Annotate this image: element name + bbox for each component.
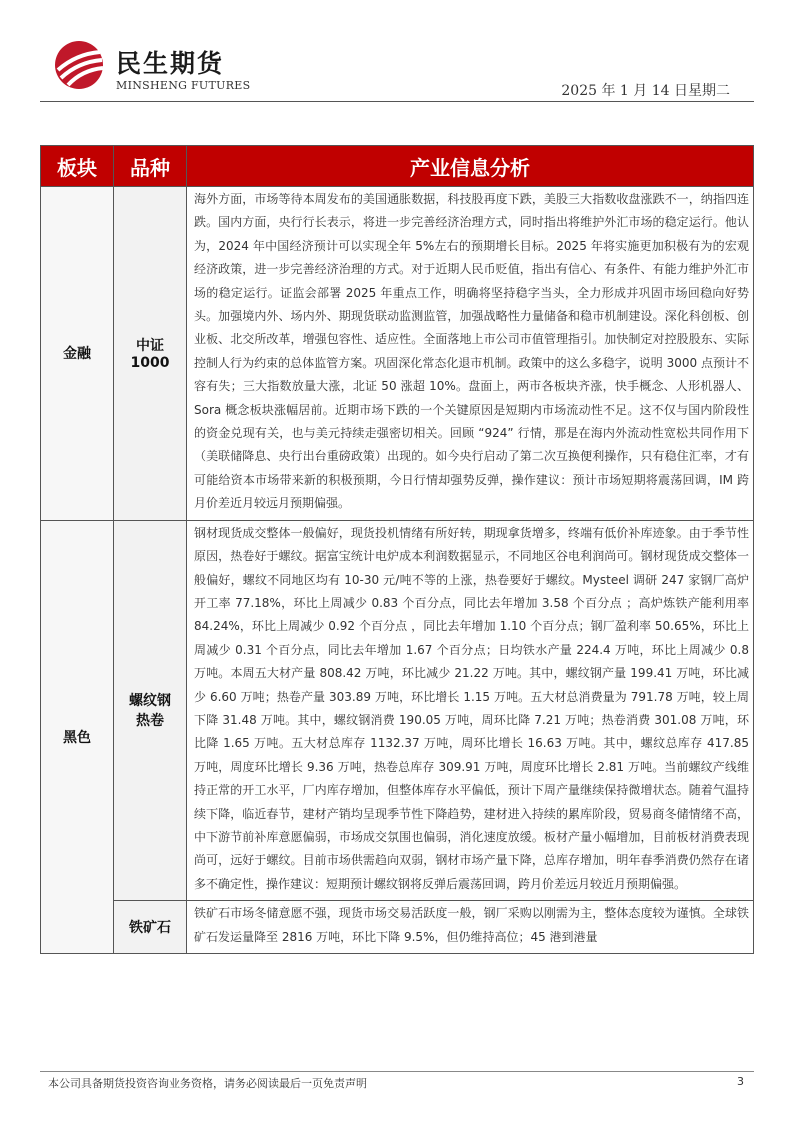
variety-cell: 中证 1000 xyxy=(114,187,187,521)
sector-cell: 金融 xyxy=(41,187,114,521)
table-row xyxy=(41,520,754,901)
brand-name-cn: 民生期货 xyxy=(116,49,225,78)
analysis-cell: 铁矿石市场冬储意愿不强，现货市场交易活跃度一般，钢厂采购以刚需为主，整体态度较为谨慎。全球铁矿石发运量降至 2816 万吨，环比下降 9.5%，但仍维持高位；45 港到港量 xyxy=(187,901,754,954)
industry-analysis-table xyxy=(40,145,754,954)
analysis-cell: 海外方面，市场等待本周发布的美国通胀数据，科技股再度下跌，美股三大指数收盘涨跌不一，纳指四连跌。国内方面，央行行长表示，将进一步完善经济治理方式，同时指出将维护外汇市场的稳定运行。他认为，2024 年中国经济预计可以实现全年 5%左右的预期增长目标。2025 年将实施更加积极有为的宏观经济政策，进一步完善经济治理的方式。对于近期人民币贬值，指出有信心、有条件、有能力维护外汇市场的稳定运行。证监会部署 2025 年重点工作，明确将坚持稳字当头，全力形成并巩固市场回稳向好势头。加强境内外、场内外、期现货联动监测监管，加强战略性力量储备和稳市机制建设。深化科创板、创业板、北交所改革，增强包容性、适应性。全面落地上市公司市值管理指引。加快制定对控股股东、实际控制人行为约束的总体监管方案。巩固深化常态化退市机制。政策中的这么多稳字，说明 3000 点预计不容有失；三大指数放量大涨，北证 50 涨超 10%。盘面上，两市各板块齐涨，快手概念、人形机器人、Sora 概念板块涨幅居前。近期市场下跌的一个关键原因是短期内市场流动性不足。这不仅与国内阶段性的资金兑现有关，也与美元持续走强密切相关。回顾 “924” 行情，那是在海内外流动性宽松共同作用下（美联储降息、央行出台重磅政策）出现的。如今央行启动了第二次互换便利操作，只有稳住汇率，才有可能给资本市场带来新的积极预期，今日行情却强势反弹，操作建议：预计市场短期将震荡回调，IM 跨月价差近月较远月预期偏强。 xyxy=(187,187,754,521)
footer-disclaimer: 本公司具备期货投资咨询业务资格，请务必阅读最后一页免责声明 xyxy=(48,1077,367,1090)
table-header-row xyxy=(41,146,754,187)
variety-cell: 螺纹钢 热卷 xyxy=(114,520,187,901)
sector-cell: 黑色 xyxy=(41,520,114,953)
report-date: 2025 年 1 月 14 日星期二 xyxy=(561,83,730,99)
brand-name-en: MINSHENG FUTURES xyxy=(116,79,251,92)
analysis-cell: 钢材现货成交整体一般偏好，现货投机情绪有所好转，期现拿货增多，终端有低价补库迹象。由于季节性原因，热卷好于螺纹。据富宝统计电炉成本利润数据显示，不同地区谷电利润尚可。钢材现货成交整体一般偏好，螺纹不同地区均有 10-30 元/吨不等的上涨，热卷要好于螺纹。Mysteel 调研 247 家钢厂高炉开工率 77.18%，环比上周减少 0.83 个百分点，同比去年增加 3.58 个百分点 ；高炉炼铁产能利用率 84.24%，环比上周减少 0.92 个百分点 ，同比去年增加 1.10 个百分点；钢厂盈利率 50.65%，环比上周减少 0.31 个百分点，同比去年增加 1.67 个百分点；日均铁水产量 224.4 万吨，环比上周减少 0.8 万吨。本周五大材产量 808.42 万吨，环比减少 21.22 万吨。其中，螺纹钢产量 199.41 万吨，环比减少 6.60 万吨；热卷产量 303.89 万吨，环比增长 1.15 万吨。五大材总消费量为 791.78 万吨，较上周下降 31.48 万吨。其中，螺纹钢消费 190.05 万吨，周环比降 7.21 万吨；热卷消费 301.08 万吨，环比降 1.65 万吨。五大材总库存 1132.37 万吨，周环比增长 16.63 万吨。其中，螺纹总库存 417.85 万吨，周度环比增长 9.36 万吨，热卷总库存 309.91 万吨，周度环比增长 2.81 万吨。当前螺纹产线维持正常的开工水平，厂内库存增加，但整体库存水平偏低，预计下周产量继续保持微增状态。随着气温持续下降，临近春节，建材产销均呈现季节性下降趋势，建材进入持续的累库阶段，贸易商冬储情绪不高，中下游节前补库意愿偏弱，市场成交氛围也偏弱，消化速度放缓。板材产量小幅增加，目前板材消费表现尚可，远好于螺纹。目前市场供需趋向双弱，钢材市场产量下降，总库存增加，明年春季消费仍然存在诸多不确定性，操作建议：短期预计螺纹钢将反弹后震荡回调，跨月价差远月较近月预期偏强。 xyxy=(187,520,754,901)
header-analysis: 产业信息分析 xyxy=(187,146,754,187)
minsheng-logo-icon xyxy=(50,40,110,90)
table-row xyxy=(41,901,754,954)
variety-cell: 铁矿石 xyxy=(114,901,187,954)
table-row xyxy=(41,187,754,521)
header-variety: 品种 xyxy=(114,146,187,187)
header-divider xyxy=(40,101,754,102)
page-number: 3 xyxy=(737,1075,744,1088)
footer-divider xyxy=(40,1071,754,1072)
header-sector: 板块 xyxy=(41,146,114,187)
